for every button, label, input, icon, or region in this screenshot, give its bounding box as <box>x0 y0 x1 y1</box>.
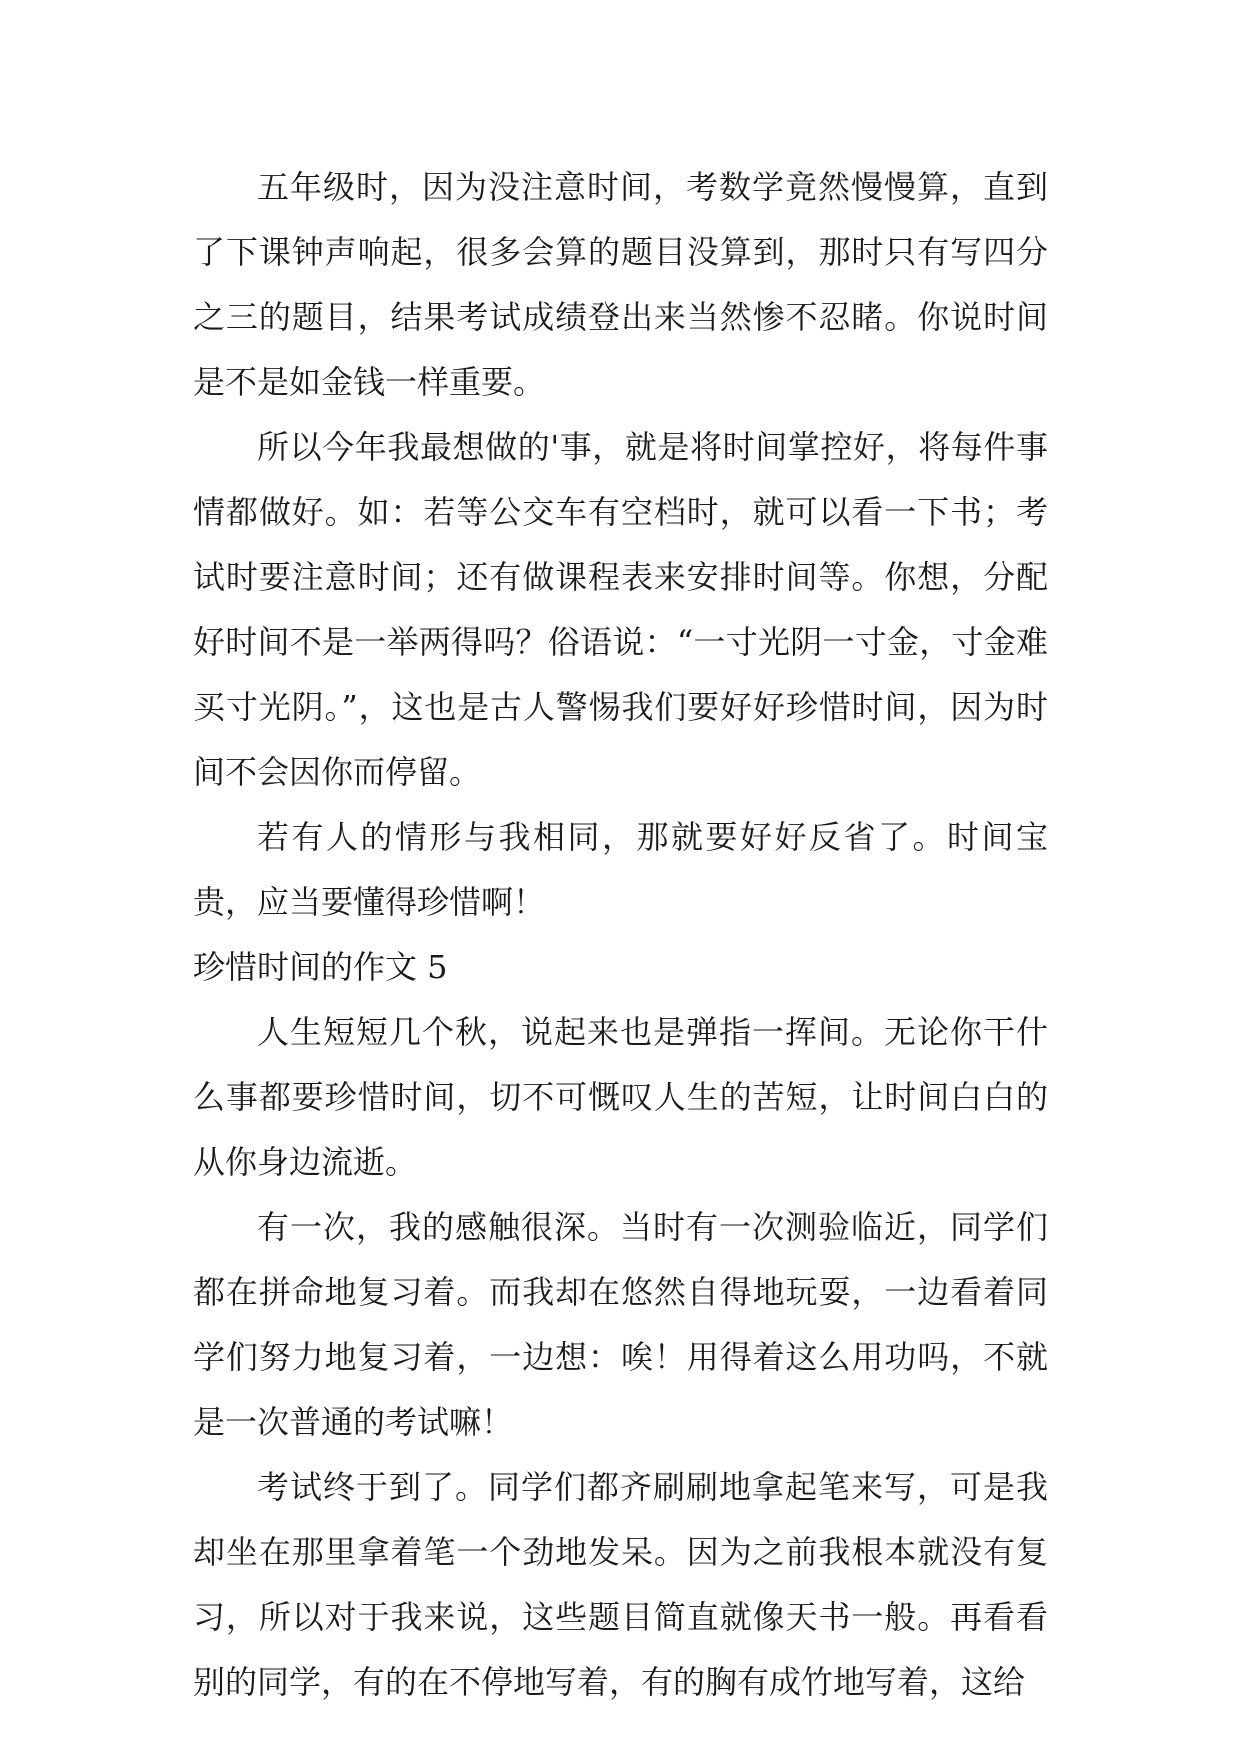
paragraph: 若有人的情形与我相同，那就要好好反省了。时间宝贵，应当要懂得珍惜啊！ <box>193 818 1048 921</box>
section-heading: 珍惜时间的作文 5 <box>193 948 448 986</box>
paragraph: 有一次，我的感触很深。当时有一次测验临近，同学们都在拼命地复习着。而我却在悠然自得地玩耍，一边看着同学们努力地复习着，一边想：唉！用得着这么用功吗，不就是一次普通的考试嘛！ <box>193 1208 1048 1441</box>
paragraph: 所以今年我最想做的'事，就是将时间掌控好，将每件事情都做好。如：若等公交车有空档时，就可以看一下书；考试时要注意时间；还有做课程表来安排时间等。你想，分配好时间不是一举两得吗？俗语说：“一寸光阴一寸金，寸金难买寸光阴。”，这也是古人警惕我们要好好珍惜时间，因为时间不会因你而停留。 <box>193 428 1048 791</box>
paragraph: 五年级时，因为没注意时间，考数学竟然慢慢算，直到了下课钟声响起，很多会算的题目没算到，那时只有写四分之三的题目，结果考试成绩登出来当然惨不忍睹。你说时间是不是如金钱一样重要。 <box>193 168 1048 401</box>
paragraph: 考试终于到了。同学们都齐刷刷地拿起笔来写，可是我却坐在那里拿着笔一个劲地发呆。因为之前我根本就没有复习，所以对于我来说，这些题目简直就像天书一般。再看看别的同学，有的在不停地写着，有的胸有成竹地写着，这给 <box>193 1468 1048 1701</box>
paragraph: 人生短短几个秋，说起来也是弹指一挥间。无论你干什么事都要珍惜时间，切不可慨叹人生的苦短，让时间白白的从你身边流逝。 <box>193 1013 1048 1181</box>
document-body <box>193 155 1048 1715</box>
